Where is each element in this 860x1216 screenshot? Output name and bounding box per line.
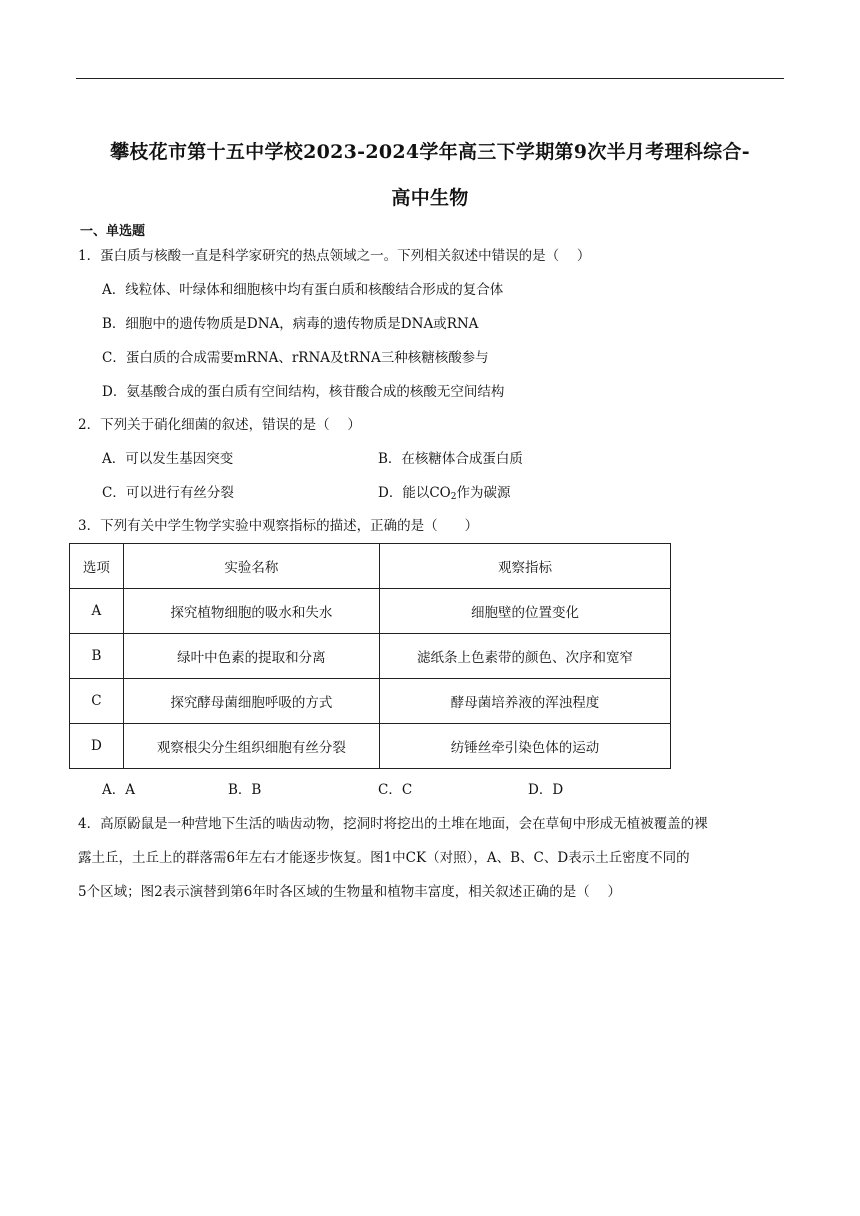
q3-option-d: D．D [528,782,564,798]
q4-line-2: 露土丘，土丘上的群落需6年左右才能逐步恢复。图1中CK（对照），A、B、C、D表示土丘密度不同的 [78,850,690,866]
table-cell: 细胞壁的位置变化 [379,589,670,634]
q2-option-b: B．在核糖体合成蛋白质 [378,451,523,467]
header-rule [76,78,784,79]
q2-option-c: C．可以进行有丝分裂 [102,485,234,501]
table-row [70,634,671,679]
q2-option-d-prefix: D．能以CO [378,485,451,501]
table-cell: 探究植物细胞的吸水和失水 [123,589,379,634]
page-title-line-1: 攀枝花市第十五中学校2023-2024学年高三下学期第9次半月考理科综合- [110,141,750,163]
page-title-line-2: 高中生物 [391,187,469,209]
table-cell: 绿叶中色素的提取和分离 [123,634,379,679]
table-cell: A [70,589,124,634]
q3-option-a: A．A [102,782,135,798]
section-heading: 一、单选题 [80,224,146,239]
table-cell: D [70,724,124,769]
table-header-row [70,544,671,589]
table-cell: B [70,634,124,679]
table-cell: 滤纸条上色素带的颜色、次序和宽窄 [379,634,670,679]
q3-stem: 3．下列有关中学生物学实验中观察指标的描述，正确的是（ ） [78,518,479,534]
q1-option-b: B．细胞中的遗传物质是DNA，病毒的遗传物质是DNA或RNA [102,316,479,332]
table-cell: 酵母菌培养液的浑浊程度 [379,679,670,724]
q2-option-a: A．可以发生基因突变 [102,451,234,467]
q2-option-d [378,484,510,506]
table-header-cell: 观察指标 [379,544,670,589]
q2-option-d-suffix: 作为碳源 [456,485,511,501]
table-cell: 观察根尖分生组织细胞有丝分裂 [123,724,379,769]
q4-line-3: 5个区域；图2表示演替到第6年时各区域的生物量和植物丰富度，相关叙述正确的是（ ） [78,884,622,900]
experiment-table [69,543,671,769]
q2-option-d-subscript: 2 [450,492,457,502]
table-header-cell: 选项 [70,544,124,589]
table-row [70,679,671,724]
q3-option-b: B．B [228,782,262,798]
table-header-cell: 实验名称 [123,544,379,589]
table-cell: C [70,679,124,724]
q4-line-1: 4．高原鼢鼠是一种营地下生活的啮齿动物，挖洞时将挖出的土堆在地面，会在草甸中形成无植被覆盖的裸 [78,816,708,832]
q1-option-c: C．蛋白质的合成需要mRNA、rRNA及tRNA三种核糖核酸参与 [102,350,489,366]
q1-option-d: D．氨基酸合成的蛋白质有空间结构，核苷酸合成的核酸无空间结构 [102,384,505,400]
q3-option-c: C．C [378,782,413,798]
table-cell: 探究酵母菌细胞呼吸的方式 [123,679,379,724]
q2-stem: 2．下列关于硝化细菌的叙述，错误的是（ ） [78,417,361,433]
table-row [70,724,671,769]
table-cell: 纺锤丝牵引染色体的运动 [379,724,670,769]
q1-option-a: A．线粒体、叶绿体和细胞核中均有蛋白质和核酸结合形成的复合体 [102,282,504,298]
q1-stem: 1．蛋白质与核酸一直是科学家研究的热点领域之一。下列相关叙述中错误的是（ ） [78,248,591,264]
table-row [70,589,671,634]
